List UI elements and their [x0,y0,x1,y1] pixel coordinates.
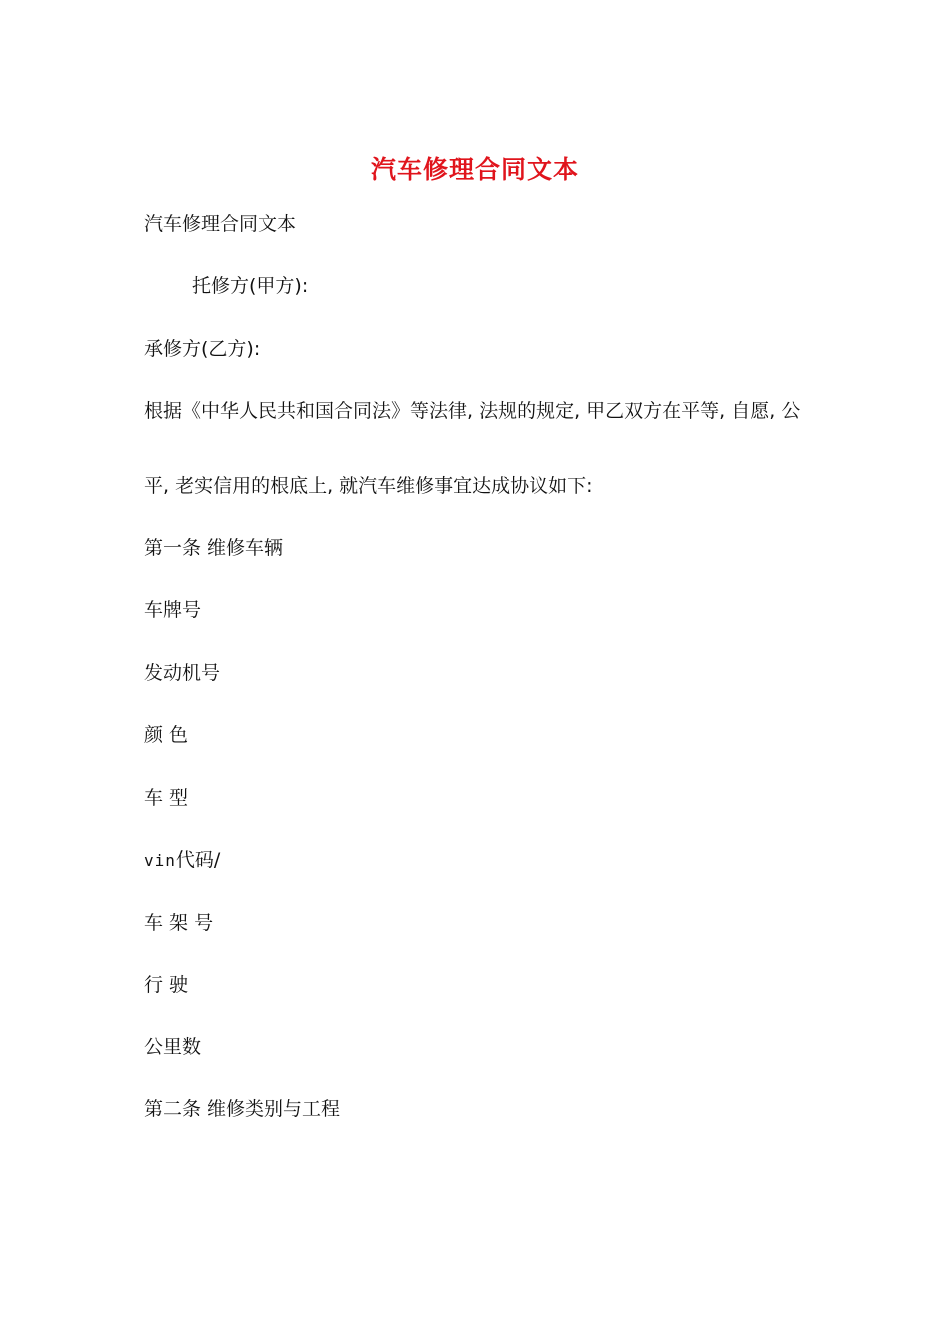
preamble-line-2: 平, 老实信用的根底上, 就汽车维修事宜达成协议如下: [144,475,593,497]
field-plate-number: 车牌号 [144,599,202,621]
document-subtitle: 汽车修理合同文本 [144,213,297,235]
field-driving: 行 驶 [144,974,189,996]
vin-suffix: 代码/ [175,849,221,871]
article-1-heading: 第一条 维修车辆 [144,537,284,559]
field-vin-code [144,847,220,874]
vin-prefix: vin [144,851,176,870]
article-2-heading: 第二条 维修类别与工程 [144,1098,341,1120]
field-model: 车 型 [144,787,189,809]
document-title: 汽车修理合同文本 [370,155,579,184]
preamble-line-1: 根据《中华人民共和国合同法》等法律, 法规的规定, 甲乙双方在平等, 自愿, 公 [144,400,801,422]
party-a-label: 托修方(甲方): [192,275,309,297]
field-mileage: 公里数 [144,1036,202,1058]
party-b-label: 承修方(乙方): [144,338,261,360]
field-frame-number: 车 架 号 [144,912,214,934]
field-engine-number: 发动机号 [144,662,221,684]
field-color: 颜 色 [144,724,189,746]
